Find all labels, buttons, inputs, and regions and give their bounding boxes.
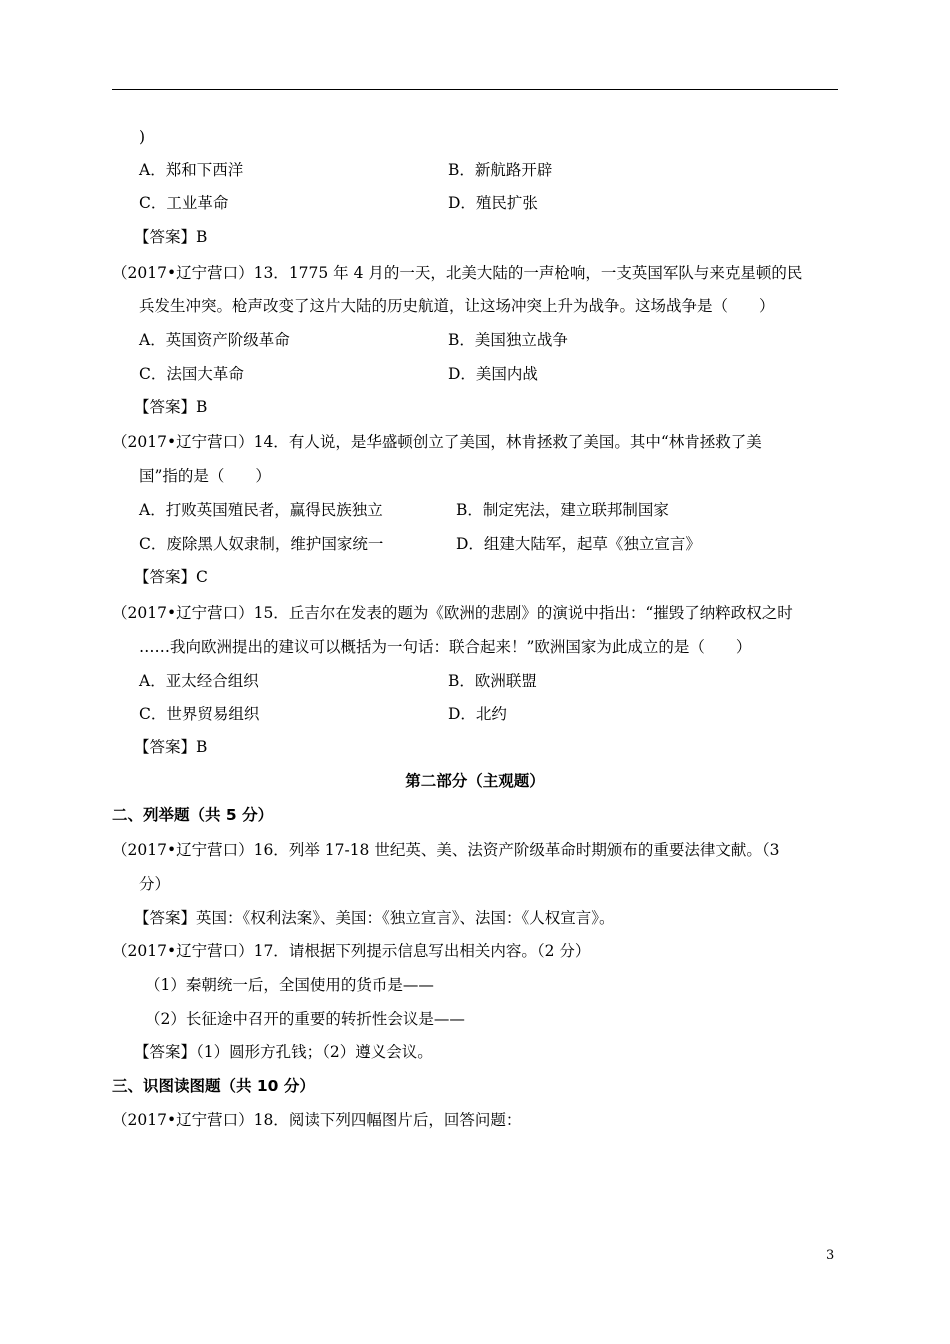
section-two-heading: 二、列举题（共 5 分） <box>112 806 274 824</box>
question-12-bracket-close: ) <box>139 128 146 146</box>
q13-answer: 【答案】B <box>134 398 208 416</box>
q12-option-a: A．郑和下西洋 <box>139 161 244 179</box>
q12-option-c: C．工业革命 <box>139 194 229 212</box>
q12-option-b: B．新航路开辟 <box>448 161 553 179</box>
section-three-heading: 三、识图读图题（共 10 分） <box>112 1077 315 1095</box>
q14-option-a: A．打败英国殖民者，赢得民族独立 <box>139 501 383 519</box>
question-18: （2017•辽宁营口）18．阅读下列四幅图片后，回答问题： <box>112 1111 522 1129</box>
question-15-cont: ……我向欧洲提出的建议可以概括为一句话：联合起来！”欧洲国家为此成立的是（ ） <box>139 638 752 656</box>
q12-option-d: D．殖民扩张 <box>448 194 538 212</box>
q13-option-a: A．英国资产阶级革命 <box>139 331 290 349</box>
q13-option-c: C．法国大革命 <box>139 365 244 383</box>
q17-answer: 【答案】（1）圆形方孔钱；（2）遵义会议。 <box>134 1043 433 1061</box>
part-two-heading: 第二部分（主观题） <box>405 772 545 790</box>
q15-option-b: B．欧洲联盟 <box>448 672 537 690</box>
q15-option-a: A．亚太经合组织 <box>139 672 259 690</box>
q16-answer: 【答案】英国：《权利法案》、美国：《独立宣言》、法国：《人权宣言》。 <box>134 909 615 927</box>
q13-option-b: B．美国独立战争 <box>448 331 568 349</box>
q15-answer: 【答案】B <box>134 738 208 756</box>
q14-option-c: C．废除黑人奴隶制，维护国家统一 <box>139 535 384 553</box>
q17-sub-1: （1）秦朝统一后，全国使用的货币是—— <box>145 976 434 994</box>
q17-sub-2: （2）长征途中召开的重要的转折性会议是—— <box>145 1010 465 1028</box>
q15-option-d: D．北约 <box>448 705 507 723</box>
question-14: （2017•辽宁营口）14．有人说，是华盛顿创立了美国，林肯拯救了美国。其中“林肯拯救了美 <box>112 433 762 451</box>
page-number: 3 <box>826 1248 835 1263</box>
question-14-cont: 国”指的是（ ） <box>139 467 271 485</box>
q14-answer: 【答案】C <box>134 568 208 586</box>
question-15: （2017•辽宁营口）15．丘吉尔在发表的题为《欧洲的悲剧》的演说中指出：“摧毁了纳粹政权之时 <box>112 604 793 622</box>
q14-option-b: B．制定宪法，建立联邦制国家 <box>456 501 669 519</box>
q15-option-c: C．世界贸易组织 <box>139 705 260 723</box>
question-16: （2017•辽宁营口）16．列举 17-18 世纪英、美、法资产阶级革命时期颁布的重要法律文献。（3 <box>112 841 780 859</box>
question-13-cont: 兵发生冲突。枪声改变了这片大陆的历史航道，让这场冲突上升为战争。这场战争是（ ） <box>139 297 775 315</box>
q13-option-d: D．美国内战 <box>448 365 538 383</box>
q14-option-d: D．组建大陆军，起草《独立宣言》 <box>456 535 701 553</box>
q12-answer: 【答案】B <box>134 228 208 246</box>
question-13: （2017•辽宁营口）13．1775 年 4 月的一天，北美大陆的一声枪响，一支英国军队与来克星顿的民 <box>112 264 803 282</box>
question-17: （2017•辽宁营口）17．请根据下列提示信息写出相关内容。（2 分） <box>112 942 591 960</box>
header-rule <box>112 89 838 90</box>
question-16-cont: 分） <box>139 875 171 893</box>
